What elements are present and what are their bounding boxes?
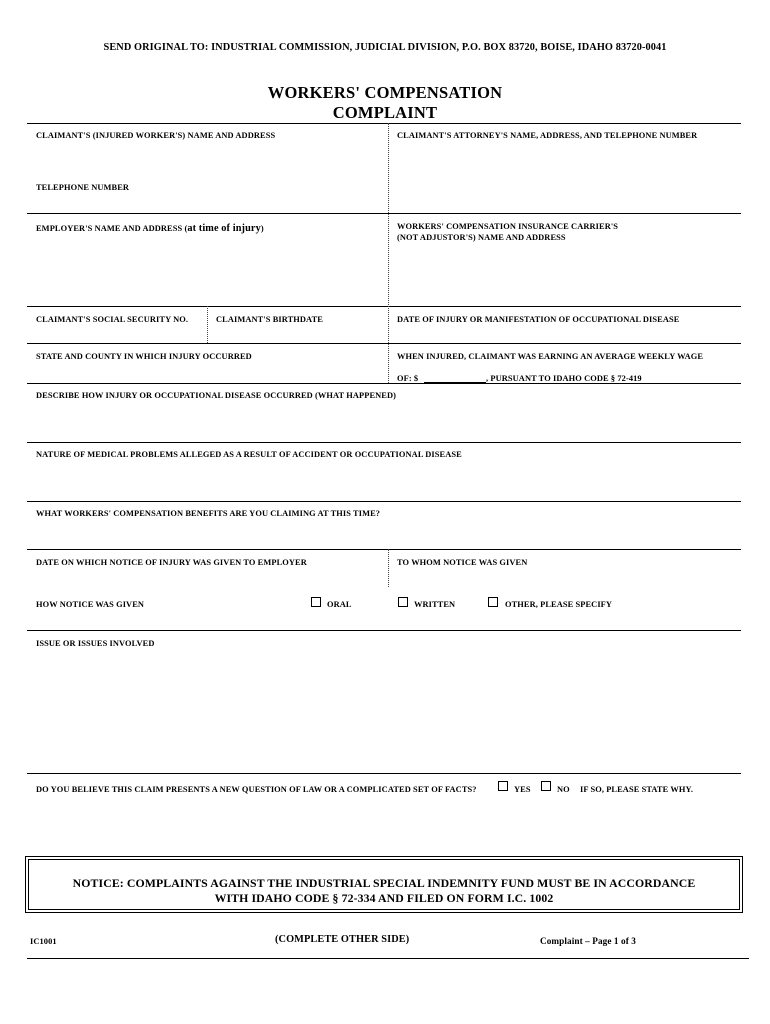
claimant-name-address-label: CLAIMANT'S (INJURED WORKER'S) NAME AND ADDRESS — [36, 131, 276, 140]
benefits-label: WHAT WORKERS' COMPENSATION BENEFITS ARE YOU CLAIMING AT THIS TIME? — [36, 509, 381, 518]
form-id: IC1001 — [30, 937, 57, 946]
rule-top — [27, 123, 741, 124]
notice-how-label: HOW NOTICE WAS GIVEN — [36, 600, 145, 609]
birthdate-label: CLAIMANT'S BIRTHDATE — [216, 315, 323, 324]
rule-ssn — [27, 306, 741, 307]
attorney-label: CLAIMANT'S ATTORNEY'S NAME, ADDRESS, AND TELEPHONE NUMBER — [397, 131, 698, 140]
wage-of-label: OF: $ — [397, 374, 419, 383]
employer-label: EMPLOYER'S NAME AND ADDRESS (at time of injury) — [36, 223, 264, 234]
wage-pursuant-label: , PURSUANT TO IDAHO CODE § 72-419 — [486, 374, 642, 383]
carrier-label-line2: (NOT ADJUSTOR'S) NAME AND ADDRESS — [397, 233, 566, 242]
if-so-label: IF SO, PLEASE STATE WHY. — [580, 785, 694, 794]
describe-label: DESCRIBE HOW INJURY OR OCCUPATIONAL DISEASE OCCURRED (WHAT HAPPENED) — [36, 391, 396, 400]
written-label: WRITTEN — [414, 600, 456, 609]
wage-amount-blank[interactable] — [424, 382, 486, 383]
weekly-wage-label: WHEN INJURED, CLAIMANT WAS EARNING AN AVERAGE WEEKLY WAGE — [397, 352, 704, 361]
telephone-label: TELEPHONE NUMBER — [36, 183, 130, 192]
complete-other-side: (COMPLETE OTHER SIDE) — [275, 934, 410, 945]
rule-benefits — [27, 501, 741, 502]
divider-ssn-birthdate — [207, 306, 208, 343]
date-of-injury-label: DATE OF INJURY OR MANIFESTATION OF OCCUPATIONAL DISEASE — [397, 315, 680, 324]
rule-describe — [27, 383, 741, 384]
yes-label: YES — [514, 785, 531, 794]
no-checkbox[interactable] — [541, 781, 551, 791]
other-label: OTHER, PLEASE SPECIFY — [505, 600, 613, 609]
yes-checkbox[interactable] — [498, 781, 508, 791]
written-checkbox[interactable] — [398, 597, 408, 607]
form-title-line1: WORKERS' COMPENSATION — [267, 83, 503, 102]
rule-employer — [27, 213, 741, 214]
form-title-line2: COMPLAINT — [332, 103, 438, 122]
mailing-instructions: SEND ORIGINAL TO: INDUSTRIAL COMMISSION, JUDICIAL DIVISION, P.O. BOX 83720, BOISE, IDAHO 83720-0041 — [103, 42, 667, 53]
divider-notice-whom — [388, 549, 389, 587]
notice-date-label: DATE ON WHICH NOTICE OF INJURY WAS GIVEN TO EMPLOYER — [36, 558, 307, 567]
notice-line1: NOTICE: COMPLAINTS AGAINST THE INDUSTRIAL SPECIAL INDEMNITY FUND MUST BE IN ACCORDANCE — [72, 876, 696, 890]
rule-notice-date — [27, 549, 741, 550]
notice-whom-label: TO WHOM NOTICE WAS GIVEN — [397, 558, 528, 567]
page-number: Complaint – Page 1 of 3 — [540, 936, 636, 946]
rule-question — [27, 773, 741, 774]
issues-label: ISSUE OR ISSUES INVOLVED — [36, 639, 155, 648]
rule-footer — [27, 958, 749, 959]
other-checkbox[interactable] — [488, 597, 498, 607]
divider-right-column — [388, 123, 389, 383]
notice-line2: WITH IDAHO CODE § 72-334 AND FILED ON FORM I.C. 1002 — [214, 891, 554, 905]
rule-issues — [27, 630, 741, 631]
carrier-label-line1: WORKERS' COMPENSATION INSURANCE CARRIER'S — [397, 222, 619, 231]
no-label: NO — [557, 785, 570, 794]
rule-state — [27, 343, 741, 344]
ssn-label: CLAIMANT'S SOCIAL SECURITY NO. — [36, 315, 189, 324]
nature-label: NATURE OF MEDICAL PROBLEMS ALLEGED AS A RESULT OF ACCIDENT OR OCCUPATIONAL DISEASE — [36, 450, 462, 459]
oral-label: ORAL — [327, 600, 352, 609]
oral-checkbox[interactable] — [311, 597, 321, 607]
rule-nature — [27, 442, 741, 443]
state-county-label: STATE AND COUNTY IN WHICH INJURY OCCURRED — [36, 352, 252, 361]
complicated-question-label: DO YOU BELIEVE THIS CLAIM PRESENTS A NEW QUESTION OF LAW OR A COMPLICATED SET OF FACTS? — [36, 785, 477, 794]
